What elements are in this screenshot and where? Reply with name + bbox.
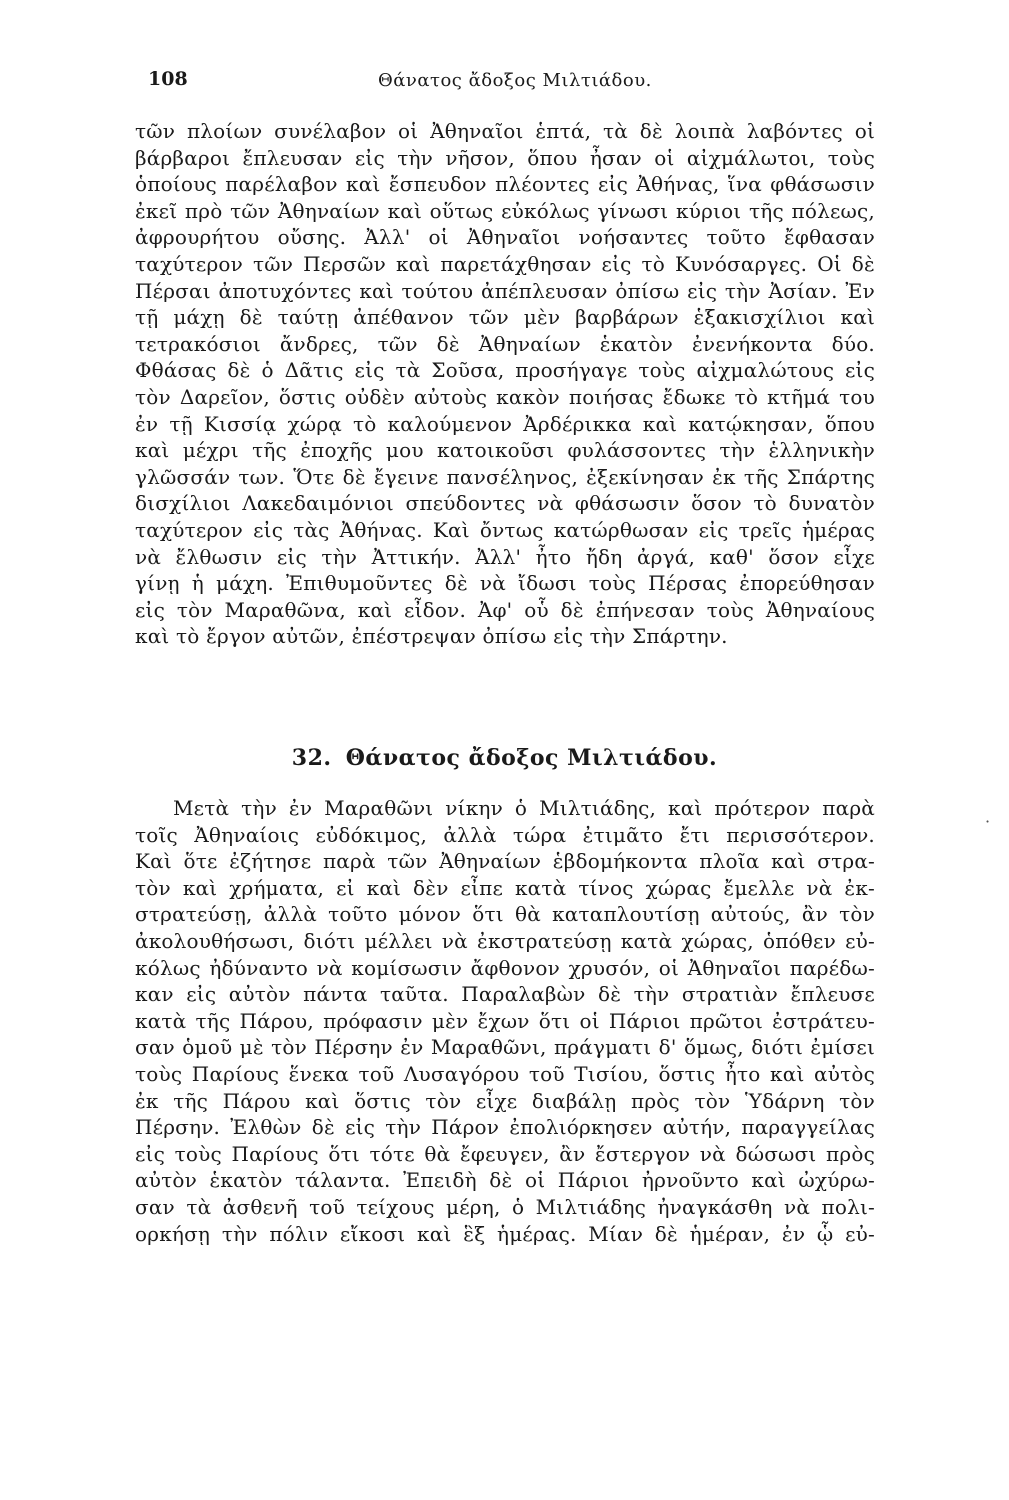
- text-line: στρατεύσῃ, ἀλλὰ τοῦτο μόνον ὅτι θὰ καταπλουτίσῃ αὐτούς, ἂν τὸν: [135, 902, 875, 927]
- text-line: ὁποίους παρέλαβον καὶ ἔσπευδον πλέοντες εἰς Ἀθήνας, ἵνα φθάσωσιν: [135, 172, 875, 197]
- text-line: ἐκ τῆς Πάρου καὶ ὅστις τὸν εἶχε διαβάλῃ πρὸς τὸν Ὑδάρνη τὸν: [135, 1088, 875, 1113]
- text-line: Μετὰ τὴν ἐν Μαραθῶνι νίκην ὁ Μιλτιάδης, καὶ πρότερον παρὰ: [173, 796, 875, 820]
- text-line: Φθάσας δὲ ὁ Δᾶτις εἰς τὰ Σοῦσα, προσήγαγε τοὺς αἰχμαλώτους εἰς: [135, 358, 875, 383]
- text-line: ταχύτερον τῶν Περσῶν καὶ παρετάχθησαν εἰς τὸ Κυνόσαργες. Οἱ δὲ: [135, 251, 875, 276]
- text-line: εἰς τὸν Μαραθῶνα, καὶ εἶδον. Ἀφ' οὗ δὲ ἐπήνεσαν τοὺς Ἀθηναίους: [135, 597, 875, 622]
- text-line: Πέρσαι ἀποτυχόντες καὶ τούτου ἀπέπλευσαν ὀπίσω εἰς τὴν Ἀσίαν. Ἐν: [135, 278, 875, 303]
- running-head: [148, 68, 868, 98]
- running-title: Θάνατος ἄδοξος Μιλτιάδου.: [378, 70, 652, 91]
- text-line: Καὶ ὅτε ἐζήτησε παρὰ τῶν Ἀθηναίων ἑβδομήκοντα πλοῖα καὶ στρα-: [135, 849, 875, 874]
- text-line: γλῶσσάν των. Ὅτε δὲ ἔγεινε πανσέληνος, ἐξεκίνησαν ἐκ τῆς Σπάρτης: [135, 464, 875, 489]
- section-title: Θάνατος ἄδοξος Μιλτιάδου.: [345, 745, 718, 771]
- text-line: Πέρσην. Ἐλθὼν δὲ εἰς τὴν Πάρον ἐπολιόρκησεν αὐτήν, παραγγείλας: [135, 1115, 875, 1140]
- text-line: βάρβαροι ἔπλευσαν εἰς τὴν νῆσον, ὅπου ἦσαν οἱ αἰχμάλωτοι, τοὺς: [135, 145, 875, 170]
- text-line: τοῖς Ἀθηναίοις εὐδόκιμος, ἀλλὰ τώρα ἐτιμᾶτο ἔτι περισσότερον.: [135, 822, 875, 847]
- text-line: τὸν Δαρεῖον, ὅστις οὐδὲν αὐτοὺς κακὸν ποιήσας ἔδωκε τὸ κτῆμά του: [135, 384, 875, 409]
- text-line: ἐκεῖ πρὸ τῶν Ἀθηναίων καὶ οὕτως εὐκόλως γίνωσι κύριοι τῆς πόλεως,: [135, 198, 875, 223]
- text-line: ταχύτερον εἰς τὰς Ἀθήνας. Καὶ ὄντως κατώρθωσαν εἰς τρεῖς ἡμέρας: [135, 517, 875, 542]
- margin-mark: ·: [985, 812, 991, 831]
- text-line: ἀφρουρήτου οὔσης. Ἀλλ' οἱ Ἀθηναῖοι νοήσαντες τοῦτο ἔφθασαν: [135, 225, 875, 250]
- text-line: σαν τὰ ἀσθενῆ τοῦ τείχους μέρη, ὁ Μιλτιάδης ἠναγκάσθη νὰ πολι-: [135, 1194, 875, 1219]
- text-line: κατὰ τῆς Πάρου, πρόφασιν μὲν ἔχων ὅτι οἱ Πάριοι πρῶτοι ἐστράτευ-: [135, 1008, 875, 1033]
- section-number: 32.: [291, 745, 332, 771]
- text-line: τοὺς Παρίους ἕνεκα τοῦ Λυσαγόρου τοῦ Τισίου, ὅστις ἦτο καὶ αὐτὸς: [135, 1061, 875, 1086]
- text-line: γίνῃ ἡ μάχη. Ἐπιθυμοῦντες δὲ νὰ ἴδωσι τοὺς Πέρσας ἐπορεύθησαν: [135, 571, 875, 596]
- text-line: αὐτὸν ἑκατὸν τάλαντα. Ἐπειδὴ δὲ οἱ Πάριοι ἠρνοῦντο καὶ ὠχύρω-: [135, 1168, 875, 1193]
- text-line: τῇ μάχῃ δὲ ταύτῃ ἀπέθανον τῶν μὲν βαρβάρων ἑξακισχίλιοι καὶ: [135, 305, 875, 330]
- page-number: 108: [148, 68, 188, 90]
- text-line: καν εἰς αὐτὸν πάντα ταῦτα. Παραλαβὼν δὲ τὴν στρατιὰν ἔπλευσε: [135, 982, 875, 1007]
- text-line: ἀκολουθήσωσι, διότι μέλλει νὰ ἐκστρατεύσῃ κατὰ χώρας, ὁπόθεν εὐ-: [135, 928, 875, 953]
- text-line: τετρακόσιοι ἄνδρες, τῶν δὲ Ἀθηναίων ἑκατὸν ἐνενήκοντα δύο.: [135, 331, 875, 356]
- text-line: δισχίλιοι Λακεδαιμόνιοι σπεύδοντες νὰ φθάσωσιν ὅσον τὸ δυνατὸν: [135, 491, 875, 516]
- text-line: κόλως ἠδύναντο νὰ κομίσωσιν ἄφθονον χρυσόν, οἱ Ἀθηναῖοι παρέδω-: [135, 955, 875, 980]
- text-line: καὶ μέχρι τῆς ἐποχῆς μου κατοικοῦσι φυλάσσοντες τὴν ἑλληνικὴν: [135, 438, 875, 463]
- text-line: τὸν καὶ χρήματα, εἰ καὶ δὲν εἶπε κατὰ τίνος χώρας ἔμελλε νὰ ἐκ-: [135, 875, 875, 900]
- text-line: καὶ τὸ ἔργον αὐτῶν, ἐπέστρεψαν ὀπίσω εἰς τὴν Σπάρτην.: [135, 624, 728, 649]
- section-heading: [0, 745, 1009, 771]
- text-line: τῶν πλοίων συνέλαβον οἱ Ἀθηναῖοι ἑπτά, τὰ δὲ λοιπὰ λαβόντες οἱ: [135, 119, 875, 143]
- text-line: νὰ ἔλθωσιν εἰς τὴν Ἀττικήν. Ἀλλ' ἦτο ἤδη ἀργά, καθ' ὅσον εἶχε: [135, 544, 875, 569]
- text-line: ορκήσῃ τὴν πόλιν εἴκοσι καὶ ἓξ ἡμέρας. Μίαν δὲ ἡμέραν, ἐν ᾧ εὐ-: [135, 1221, 875, 1246]
- text-line: ἐν τῇ Κισσίᾳ χώρᾳ τὸ καλούμενον Ἀρδέρικκα καὶ κατῴκησαν, ὅπου: [135, 411, 875, 436]
- paragraph-continued: [135, 118, 875, 650]
- paragraph-section: [135, 795, 875, 1247]
- text-line: εἰς τοὺς Παρίους ὅτι τότε θὰ ἔφευγεν, ἂν ἔστεργον νὰ δώσωσι πρὸς: [135, 1141, 875, 1166]
- text-line: σαν ὁμοῦ μὲ τὸν Πέρσην ἐν Μαραθῶνι, πράγματι δ' ὅμως, διότι ἐμίσει: [135, 1035, 875, 1060]
